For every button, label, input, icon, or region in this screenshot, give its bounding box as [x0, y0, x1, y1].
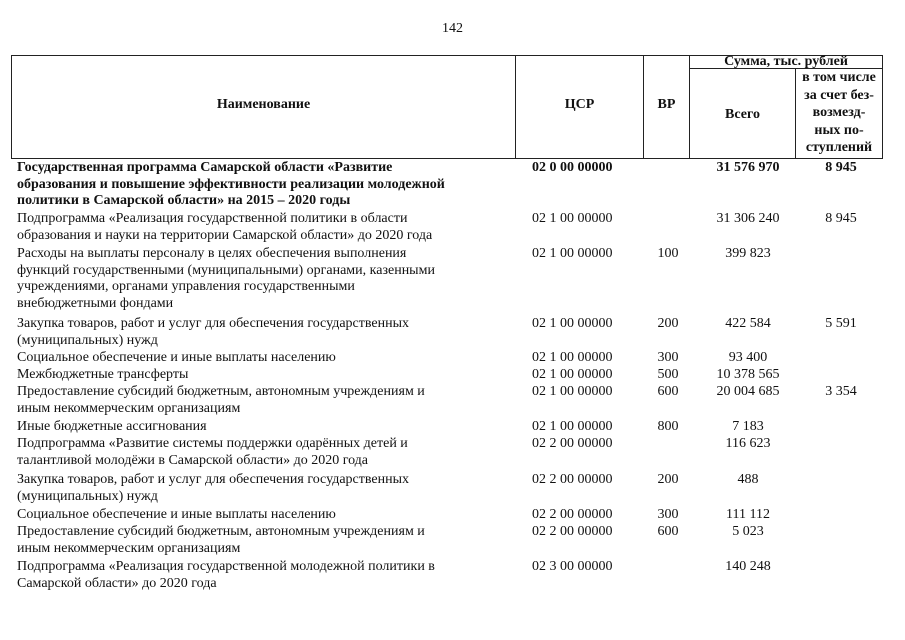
- header-bezv-line: в том числе: [802, 70, 876, 85]
- row-vr: 600: [657, 524, 679, 539]
- row-total: 7 183: [732, 419, 764, 434]
- row-csr: 02 1 00 00000: [532, 211, 613, 226]
- row-name: Подпрограмма «Реализация государственной политики в области образования и науки на территории Самарской области» до 2020 года: [17, 211, 433, 243]
- header-sum: Сумма, тыс. рублей: [724, 54, 848, 69]
- header-bezv-line: за счет без-: [804, 87, 874, 103]
- header-vr: ВР: [657, 97, 676, 112]
- row-total: 5 023: [732, 524, 764, 539]
- row-name: Иные бюджетные ассигнования: [17, 419, 207, 434]
- header-csr: ЦСР: [564, 97, 595, 112]
- row-csr: 02 2 00 00000: [532, 472, 613, 487]
- header-bezv-line: ступлений: [805, 140, 873, 155]
- row-name: Государственная программа Самарской области «Развитие образования и повышение эффективности реализации молодежной политики в Самарской области» на 2015 – 2020 годы: [17, 160, 445, 208]
- header-bezv-line: возмезд-: [812, 105, 866, 120]
- row-vr: 600: [657, 384, 679, 399]
- row-total: 488: [737, 472, 759, 487]
- header-name: Наименование: [216, 97, 311, 112]
- row-csr: 02 1 00 00000: [532, 419, 613, 434]
- row-csr: 02 0 00 00000: [532, 160, 613, 175]
- row-name: Социальное обеспечение и иные выплаты населению: [17, 507, 336, 522]
- row-csr: 02 1 00 00000: [532, 350, 613, 365]
- row-csr: 02 2 00 00000: [532, 524, 613, 539]
- row-name: Закупка товаров, работ и услуг для обеспечения государственных (муниципальных) нужд: [17, 472, 410, 504]
- header-bezv: [796, 69, 882, 157]
- row-name: Подпрограмма «Развитие системы поддержки одарённых детей и талантливой молодёжи в Самарской области» до 2020 года: [17, 436, 408, 468]
- row-total: 111 112: [726, 507, 770, 522]
- table-right-border: [882, 55, 883, 159]
- row-vr: 300: [657, 350, 679, 365]
- row-vr: 200: [657, 472, 679, 487]
- row-csr: 02 1 00 00000: [532, 367, 613, 382]
- row-name: Подпрограмма «Реализация государственной молодежной политики в Самарской области» до 2020 года: [17, 559, 435, 591]
- row-name: Межбюджетные трансферты: [17, 367, 189, 382]
- row-name: Закупка товаров, работ и услуг для обеспечения государственных (муниципальных) нужд: [17, 316, 410, 348]
- row-vr: 100: [657, 246, 679, 261]
- row-name: Предоставление субсидий бюджетным, автономным учреждениям и иным некоммерческим организациям: [17, 384, 425, 416]
- row-total: 116 623: [725, 436, 771, 451]
- row-vr: 200: [657, 316, 679, 331]
- row-csr: 02 3 00 00000: [532, 559, 613, 574]
- row-csr: 02 2 00 00000: [532, 507, 613, 522]
- row-bezv: 5 591: [825, 316, 857, 331]
- row-total: 20 004 685: [716, 384, 780, 399]
- row-csr: 02 1 00 00000: [532, 316, 613, 331]
- row-vr: 300: [657, 507, 679, 522]
- row-name: Расходы на выплаты персоналу в целях обеспечения выполнения функций государственными (муниципальными) органами, казенными учреждениями, органами управления государственными внебюджетными фондами: [17, 246, 435, 311]
- row-total: 399 823: [725, 246, 771, 261]
- header-total: Всего: [725, 107, 760, 122]
- row-name: Социальное обеспечение и иные выплаты населению: [17, 350, 336, 365]
- header-bezv-line: ных по-: [814, 122, 864, 138]
- row-total: 31 306 240: [716, 211, 780, 226]
- page-number: 142: [442, 21, 463, 36]
- row-name: Предоставление субсидий бюджетным, автономным учреждениям и иным некоммерческим организациям: [17, 524, 425, 556]
- row-csr: 02 1 00 00000: [532, 246, 613, 261]
- row-total: 93 400: [728, 350, 768, 365]
- row-total: 10 378 565: [716, 367, 780, 382]
- row-csr: 02 1 00 00000: [532, 384, 613, 399]
- row-vr: 500: [657, 367, 679, 382]
- row-bezv: 3 354: [825, 384, 857, 399]
- row-csr: 02 2 00 00000: [532, 436, 613, 451]
- table-header-bottom-border: [11, 158, 883, 159]
- row-total: 31 576 970: [716, 160, 780, 175]
- row-bezv: 8 945: [825, 211, 857, 226]
- row-bezv: 8 945: [825, 160, 857, 175]
- row-vr: 800: [657, 419, 679, 434]
- row-total: 422 584: [725, 316, 771, 331]
- row-total: 140 248: [725, 559, 771, 574]
